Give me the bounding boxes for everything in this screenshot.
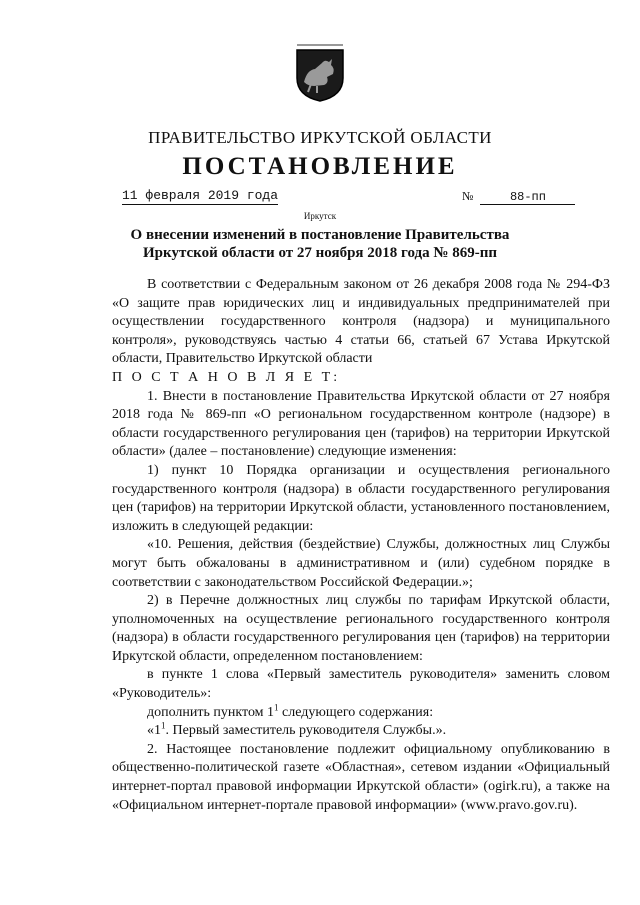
coat-of-arms-emblem xyxy=(295,44,345,102)
item-1-paragraph: 1. Внести в постановление Правительства Иркутской области от 27 ноября 2018 года № 869-пп «О региональном государственном контроле (надзоре) в области государственного регулирования цен (тарифов) на территории Иркутской области» (далее – постановление) следующие изменения: xyxy=(112,388,610,460)
decree-heading: П О С Т А Н О В Л Я Е Т: xyxy=(112,369,341,385)
preamble-paragraph: В соответствии с Федеральным законом от 26 декабря 2008 года № 294-ФЗ «О защите прав юридических лиц и индивидуальных предпринимателей при осуществлении государственного контроля (надзора) и муниципального контроля», руководствуясь частью 4 статьи 66, статьей 67 Устава Иркутской области, Правительство Иркутской области xyxy=(112,277,610,367)
point-10-quote: «10. Решения, действия (бездействие) Службы, должностных лиц Службы могут быть обжалованы в административном и (или) судебном порядке в соответствии с законодательством Российской Федерации.»; xyxy=(112,537,610,590)
new-point-prefix: «1 xyxy=(147,723,161,739)
document-body xyxy=(112,276,610,815)
replace-words-paragraph: в пункте 1 слова «Первый заместитель руководителя» заменить словом «Руководитель»: xyxy=(112,667,610,702)
document-number xyxy=(462,189,575,205)
item-1-2-paragraph: 2) в Перечне должностных лиц службы по тарифам Иркутской области, уполномоченных на осуществление регионального государственного контроля (надзора) в области государственного регулирования цен (тарифов) на территории Иркутской области, определенном постановлением: xyxy=(112,593,610,664)
new-point-suffix: . Первый заместитель руководителя Службы.». xyxy=(165,723,447,739)
document-date xyxy=(122,188,278,203)
document-date-text: 11 февраля 2019 года xyxy=(122,188,279,203)
document-number-value: 88-пп xyxy=(480,190,575,205)
new-point-paragraph xyxy=(112,722,610,741)
supplement-superscript: 1 xyxy=(274,702,279,712)
supplement-prefix: дополнить пунктом 1 xyxy=(147,704,275,720)
city-label: Иркутск xyxy=(303,211,337,221)
document-title: О внесении изменений в постановление Правительства Иркутской области от 27 ноября 2018 года № 869-пп xyxy=(130,227,510,261)
organization-name: ПРАВИТЕЛЬСТВО ИРКУТСКОЙ ОБЛАСТИ xyxy=(148,128,492,147)
document-type-heading: ПОСТАНОВЛЕНИЕ xyxy=(182,153,458,180)
supplement-suffix: следующего содержания: xyxy=(278,704,434,720)
item-2-paragraph: 2. Настоящее постановление подлежит официальному опубликованию в общественно-политической газете «Областная», сетевом издании «Официальный интернет-портал правовой информации Иркутской области» (ogirk.ru), а также на «Официальном интернет-портале правовой информации» (www.pravo.gov.ru). xyxy=(112,741,610,813)
number-sign: № xyxy=(462,189,474,203)
item-1-1-paragraph: 1) пункт 10 Порядка организации и осуществления регионального государственного контроля (надзора) в области государственного регулирования цен (тарифов) на территории Иркутской области, установленного постановлением, изложить в следующей редакции: xyxy=(112,462,610,534)
new-point-superscript: 1 xyxy=(161,720,166,731)
supplement-paragraph xyxy=(112,704,610,723)
